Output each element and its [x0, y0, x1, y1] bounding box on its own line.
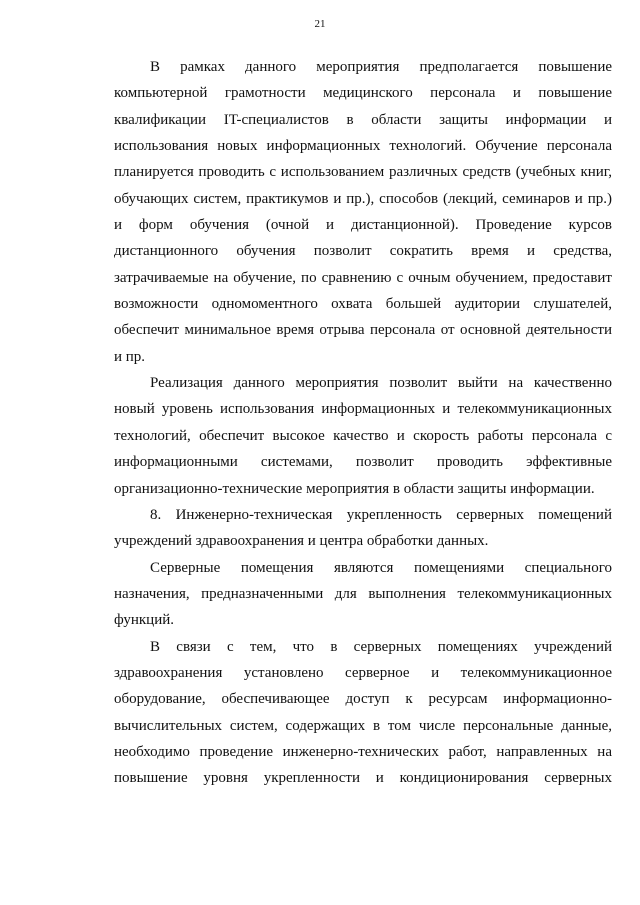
document-body — [114, 54, 612, 792]
paragraph-section-8-heading: 8. Инженерно-техническая укрепленность серверных помещений учреждений здравоохранения и центра обработки данных. — [114, 506, 612, 550]
paragraph-engineering-works: В связи с тем, что в серверных помещениях учреждений здравоохранения установлено серверное и телекоммуникационное оборудование, обеспечивающее доступ к ресурсам информационно-вычислительных систем, содержащих в том числе персональные данные, необходимо проведение инженерно-технических работ, направленных на повышение уровня укрепленности и кондиционирования серверных — [114, 638, 612, 787]
paragraph-training: В рамках данного мероприятия предполагается повышение компьютерной грамотности медицинского персонала и повышение квалификации IT-специалистов в области защиты информации и использования новых информационных технологий. Обучение персонала планируется проводить с использованием различных средств (учебных книг, обучающих систем, практикумов и пр.), способов (лекций, семинаров и пр.) и форм обучения (очной и дистанционной). Проведение курсов дистанционного обучения позволит сократить время и средства, затрачиваемые на обучение, по сравнению с очным обучением, предоставит возможности одномоментного охвата большей аудитории слушателей, обеспечит минимальное время отрыва персонала от основной деятельности и пр. — [114, 59, 612, 365]
paragraph-implementation: Реализация данного мероприятия позволит выйти на качественно новый уровень использования информационных и телекоммуникационных технологий, обеспечит высокое качество и скорость работы персонала с информационными системами, позволит проводить эффективные организационно-технические мероприятия в области защиты информации. — [114, 375, 612, 497]
page-number: 21 — [314, 18, 326, 30]
paragraph-server-rooms: Серверные помещения являются помещениями специального назначения, предназначенными для выполнения телекоммуникационных функций. — [114, 559, 612, 629]
